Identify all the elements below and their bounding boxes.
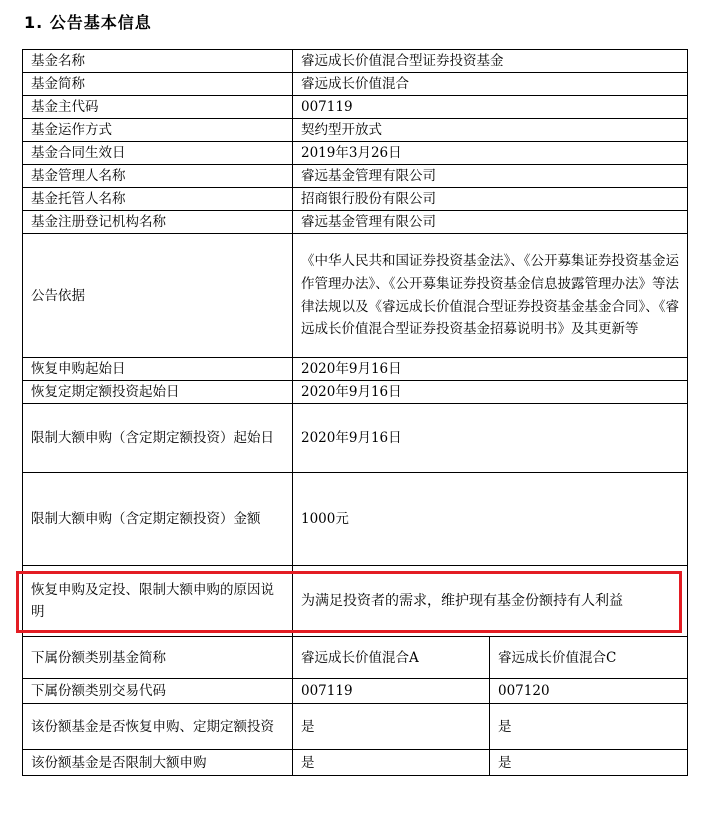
share-class-c-value: 是 (490, 704, 688, 750)
table-row (23, 679, 688, 704)
table-row (23, 566, 688, 637)
row-label: 公告依据 (23, 234, 293, 358)
table-row (23, 234, 688, 358)
row-label: 下属份额类别基金简称 (23, 637, 293, 679)
row-value: 2020年9月16日 (293, 404, 688, 473)
row-value: 2020年9月16日 (293, 358, 688, 381)
table-row (23, 358, 688, 381)
table-row (23, 119, 688, 142)
table-row (23, 188, 688, 211)
row-label: 限制大额申购（含定期定额投资）起始日 (23, 404, 293, 473)
table-row (23, 211, 688, 234)
share-class-a-value: 睿远成长价值混合A (293, 637, 490, 679)
table-row (23, 381, 688, 404)
row-value: 睿远成长价值混合 (293, 73, 688, 96)
table-row (23, 96, 688, 119)
row-value: 1000元 (293, 473, 688, 566)
share-class-a-value: 007119 (293, 679, 490, 704)
share-class-a-value: 是 (293, 704, 490, 750)
row-value: 睿远成长价值混合型证券投资基金 (293, 50, 688, 73)
row-label: 基金名称 (23, 50, 293, 73)
table-row (23, 637, 688, 679)
row-label: 基金运作方式 (23, 119, 293, 142)
table-row (23, 750, 688, 776)
row-label: 该份额基金是否恢复申购、定期定额投资 (23, 704, 293, 750)
row-label: 基金托管人名称 (23, 188, 293, 211)
share-class-c-value: 是 (490, 750, 688, 776)
row-label: 恢复申购及定投、限制大额申购的原因说明 (23, 566, 293, 637)
table-row (23, 473, 688, 566)
table-row (23, 404, 688, 473)
fund-info-table (22, 49, 688, 776)
row-value: 睿远基金管理有限公司 (293, 165, 688, 188)
row-value: 007119 (293, 96, 688, 119)
row-label: 该份额基金是否限制大额申购 (23, 750, 293, 776)
table-row (23, 165, 688, 188)
row-value: 契约型开放式 (293, 119, 688, 142)
row-label: 恢复申购起始日 (23, 358, 293, 381)
row-value: 招商银行股份有限公司 (293, 188, 688, 211)
row-label: 恢复定期定额投资起始日 (23, 381, 293, 404)
row-value: 2019年3月26日 (293, 142, 688, 165)
row-value: 2020年9月16日 (293, 381, 688, 404)
row-value: 睿远基金管理有限公司 (293, 211, 688, 234)
share-class-c-value: 007120 (490, 679, 688, 704)
announcement-basis: 《中华人民共和国证券投资基金法》、《公开募集证券投资基金运作管理办法》、《公开募集证券投资基金信息披露管理办法》等法律法规以及《睿远成长价值混合型证券投资基金基金合同》、《睿远成长价值混合型证券投资基金招募说明书》及其更新等 (293, 234, 688, 358)
row-label: 基金管理人名称 (23, 165, 293, 188)
reason-value: 为满足投资者的需求，维护现有基金份额持有人利益 (293, 566, 688, 637)
row-label: 基金合同生效日 (23, 142, 293, 165)
row-label: 基金简称 (23, 73, 293, 96)
share-class-a-value: 是 (293, 750, 490, 776)
row-label: 基金主代码 (23, 96, 293, 119)
share-class-c-value: 睿远成长价值混合C (490, 637, 688, 679)
table-row (23, 73, 688, 96)
section-title: 1. 公告基本信息 (24, 13, 152, 32)
row-label: 限制大额申购（含定期定额投资）金额 (23, 473, 293, 566)
row-label: 基金注册登记机构名称 (23, 211, 293, 234)
table-row (23, 50, 688, 73)
row-label: 下属份额类别交易代码 (23, 679, 293, 704)
table-row (23, 142, 688, 165)
table-row (23, 704, 688, 750)
